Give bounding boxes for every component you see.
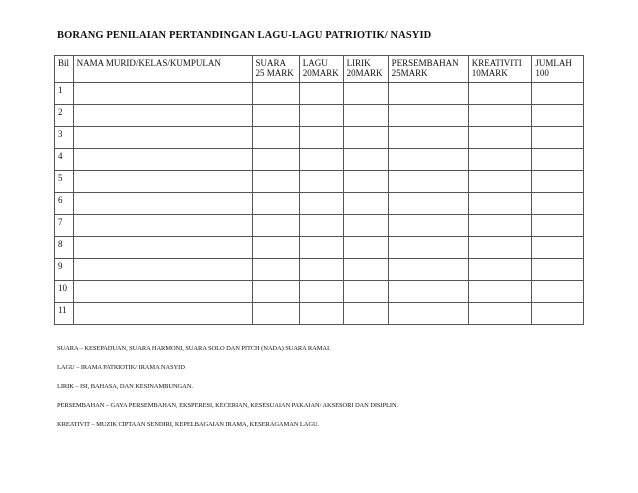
cell-persembahan	[388, 237, 468, 259]
cell-jumlah	[532, 83, 584, 105]
cell-lirik	[343, 149, 388, 171]
table-row	[55, 149, 584, 171]
cell-kreativiti	[468, 215, 532, 237]
cell-kreativiti	[468, 171, 532, 193]
header-suara-label: SUARA	[255, 58, 287, 68]
cell-persembahan	[388, 215, 468, 237]
cell-kreativiti	[468, 193, 532, 215]
cell-nama	[73, 127, 252, 149]
cell-bil: 10	[55, 281, 74, 303]
header-persembahan-label: PERSEMBAHAN	[391, 58, 459, 68]
cell-persembahan	[388, 303, 468, 325]
score-table-body	[55, 83, 584, 325]
cell-kreativiti	[468, 83, 532, 105]
cell-nama	[73, 149, 252, 171]
cell-lagu	[299, 127, 343, 149]
cell-lagu	[299, 237, 343, 259]
cell-lirik	[343, 83, 388, 105]
cell-lirik	[343, 215, 388, 237]
header-persembahan	[388, 56, 468, 83]
cell-jumlah	[532, 303, 584, 325]
cell-jumlah	[532, 215, 584, 237]
cell-jumlah	[532, 127, 584, 149]
cell-bil: 9	[55, 259, 74, 281]
table-row	[55, 215, 584, 237]
cell-persembahan	[388, 193, 468, 215]
cell-suara	[252, 237, 299, 259]
cell-lagu	[299, 105, 343, 127]
cell-kreativiti	[468, 149, 532, 171]
cell-lirik	[343, 105, 388, 127]
header-bil	[55, 56, 74, 83]
cell-kreativiti	[468, 303, 532, 325]
header-lirik-label: LIRIK	[346, 58, 371, 68]
cell-bil: 3	[55, 127, 74, 149]
cell-nama	[73, 237, 252, 259]
table-row	[55, 105, 584, 127]
cell-kreativiti	[468, 105, 532, 127]
cell-nama	[73, 303, 252, 325]
header-jumlah-label: JUMLAH	[535, 58, 572, 68]
cell-jumlah	[532, 171, 584, 193]
header-kreativiti	[468, 56, 532, 83]
cell-lirik	[343, 127, 388, 149]
cell-lirik	[343, 171, 388, 193]
cell-nama	[73, 215, 252, 237]
cell-lirik	[343, 303, 388, 325]
cell-suara	[252, 171, 299, 193]
header-lagu	[299, 56, 343, 83]
table-row	[55, 127, 584, 149]
cell-suara	[252, 105, 299, 127]
cell-lirik	[343, 237, 388, 259]
cell-persembahan	[388, 127, 468, 149]
cell-lirik	[343, 193, 388, 215]
cell-lagu	[299, 171, 343, 193]
header-lagu-marks: 20MARK	[302, 68, 339, 78]
form-title: BORANG PENILAIAN PERTANDINGAN LAGU-LAGU PATRIOTIK/ NASYID	[57, 30, 432, 41]
table-row	[55, 83, 584, 105]
cell-suara	[252, 215, 299, 237]
cell-kreativiti	[468, 259, 532, 281]
cell-suara	[252, 83, 299, 105]
cell-suara	[252, 303, 299, 325]
header-nama	[73, 56, 252, 83]
cell-lagu	[299, 259, 343, 281]
table-row	[55, 259, 584, 281]
table-row	[55, 193, 584, 215]
note-persembahan: PERSEMBAHAN – GAYA PERSEMBAHAN, EKSPERESI, KECERIAN, KESESUAIAN PAKAIAN/ AKSESORI DAN DISIPLIN.	[57, 402, 399, 409]
header-nama-label: NAMA MURID/KELAS/KUMPULAN	[76, 58, 221, 68]
cell-persembahan	[388, 281, 468, 303]
cell-lagu	[299, 193, 343, 215]
cell-lagu	[299, 281, 343, 303]
score-table	[54, 55, 584, 325]
cell-suara	[252, 281, 299, 303]
cell-bil: 7	[55, 215, 74, 237]
cell-persembahan	[388, 83, 468, 105]
header-persembahan-marks: 25MARK	[391, 68, 428, 78]
cell-lagu	[299, 215, 343, 237]
note-suara: SUARA – KESEPADUAN, SUARA HARMONI, SUARA SOLO DAN PITCH (NADA) SUARA RAMAI.	[57, 345, 331, 352]
header-kreativiti-marks: 10MARK	[471, 68, 508, 78]
cell-persembahan	[388, 171, 468, 193]
cell-jumlah	[532, 259, 584, 281]
cell-bil: 4	[55, 149, 74, 171]
cell-bil: 5	[55, 171, 74, 193]
header-bil-label: Bil	[58, 58, 70, 68]
cell-lagu	[299, 303, 343, 325]
cell-bil: 2	[55, 105, 74, 127]
note-kreativiti: KREATIVIT – MUZIK CIPTAAN SENDIRI, KEPELBAGAIAN IRAMA, KESERAGAMAN LAGU.	[57, 421, 320, 428]
cell-jumlah	[532, 281, 584, 303]
cell-lagu	[299, 83, 343, 105]
cell-persembahan	[388, 149, 468, 171]
cell-jumlah	[532, 237, 584, 259]
header-lirik	[343, 56, 388, 83]
cell-bil: 6	[55, 193, 74, 215]
note-lirik: LIRIK – ISI, BAHASA, DAN KESINAMBUNGAN.	[57, 383, 193, 390]
table-header-row	[55, 56, 584, 83]
cell-lirik	[343, 259, 388, 281]
cell-kreativiti	[468, 127, 532, 149]
cell-lirik	[343, 281, 388, 303]
header-kreativiti-label: KREATIVITI	[471, 58, 522, 68]
cell-suara	[252, 193, 299, 215]
header-lagu-label: LAGU	[302, 58, 328, 68]
cell-nama	[73, 259, 252, 281]
note-lagu: LAGU – IRAMA PATRIOTIK/ IRAMA NASYID	[57, 364, 185, 371]
cell-nama	[73, 193, 252, 215]
table-row	[55, 237, 584, 259]
cell-kreativiti	[468, 281, 532, 303]
cell-suara	[252, 127, 299, 149]
cell-nama	[73, 105, 252, 127]
cell-suara	[252, 149, 299, 171]
cell-bil: 11	[55, 303, 74, 325]
table-row	[55, 281, 584, 303]
table-row	[55, 171, 584, 193]
cell-nama	[73, 171, 252, 193]
cell-jumlah	[532, 105, 584, 127]
cell-nama	[73, 83, 252, 105]
cell-suara	[252, 259, 299, 281]
cell-jumlah	[532, 149, 584, 171]
cell-bil: 1	[55, 83, 74, 105]
table-row	[55, 303, 584, 325]
cell-jumlah	[532, 193, 584, 215]
header-jumlah-marks: 100	[535, 68, 549, 78]
cell-bil: 8	[55, 237, 74, 259]
cell-lagu	[299, 149, 343, 171]
cell-persembahan	[388, 105, 468, 127]
cell-persembahan	[388, 259, 468, 281]
cell-kreativiti	[468, 237, 532, 259]
criteria-notes	[57, 339, 398, 434]
cell-nama	[73, 281, 252, 303]
header-lirik-marks: 20MARK	[346, 68, 383, 78]
header-suara-marks: 25 MARK	[255, 68, 294, 78]
header-suara	[252, 56, 299, 83]
header-jumlah	[532, 56, 584, 83]
